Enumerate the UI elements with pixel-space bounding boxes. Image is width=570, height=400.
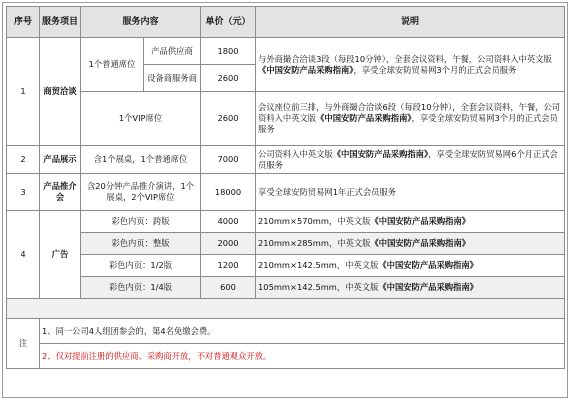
row-index: 1 (7, 38, 40, 146)
guide-title: 《中国安防产品采购指南》 (378, 282, 478, 292)
table-row (7, 92, 565, 146)
content-normal-seat: 1个普通席位 (81, 38, 144, 92)
guide-title: 《中国安防产品采购指南》 (316, 113, 412, 123)
row-index: 4 (7, 211, 40, 299)
desc-text: 与外商撮合洽谈3段（每段10分钟），全套会议资料，午餐，公司资料入中英文版 (258, 53, 552, 64)
notes-row (7, 319, 565, 344)
price-ad: 2000 (201, 233, 256, 255)
table-row (7, 146, 565, 174)
desc-text: 210mm×285mm，中英文版 (258, 238, 371, 248)
price-ad: 1200 (201, 255, 256, 277)
desc-text: ，享受全球安防贸易网3个月的正式会员服务 (258, 113, 558, 134)
desc-ad (256, 211, 565, 233)
content-display: 含1个展桌，1个普通席位 (81, 146, 201, 174)
price-supplier: 1800 (201, 38, 256, 65)
desc-text: 210mm×142.5mm，中英文版 (258, 260, 379, 270)
price-display: 7000 (201, 146, 256, 174)
header-index: 序号 (7, 7, 40, 38)
notes-label: 注 (7, 319, 40, 369)
row-item: 广告 (40, 211, 81, 299)
spacer-cell (7, 299, 565, 319)
table-row (7, 174, 565, 211)
desc-normal-seat (256, 38, 565, 92)
header-row (7, 7, 565, 38)
guide-title: 《中国安防产品采购指南》 (378, 260, 478, 270)
row-item: 产品展示 (40, 146, 81, 174)
content-supplier: 产品供应商 (144, 38, 201, 65)
content-ad: 彩色内页：1/2版 (81, 255, 201, 277)
desc-text: 105mm×142.5mm，中英文版 (258, 282, 379, 292)
desc-text: 公司资料入中英文版 (258, 148, 333, 159)
desc-text: ，享受全球安防贸易网6个月正式会员服务 (258, 148, 558, 170)
desc-ad (256, 277, 565, 299)
desc-text: ，享受全球安防贸易网3个月的正式会员服务 (353, 64, 517, 75)
notes-row (7, 344, 565, 369)
content-provider: 设备商服务商 (144, 65, 201, 92)
desc-text: 210mm×570mm，中英文版 (258, 216, 371, 226)
content-vip-seat: 1个VIP席位 (81, 92, 201, 146)
price-provider: 2600 (201, 65, 256, 92)
services-table (6, 6, 565, 369)
desc-ad (256, 255, 565, 277)
table-row (7, 277, 565, 299)
row-index: 3 (7, 174, 40, 211)
content-ad: 彩色内页：1/4版 (81, 277, 201, 299)
note-line-highlight: 2、仅对提前注册的供应商、采购商开放，不对普通观众开放。 (40, 344, 565, 369)
header-description: 说明 (256, 7, 565, 38)
note-line: 1、同一公司4人组团参会的，第4名免缴会费。 (40, 319, 565, 344)
table-row (7, 255, 565, 277)
row-item: 商贸洽谈 (40, 38, 81, 146)
desc-ad (256, 233, 565, 255)
price-vip: 2600 (201, 92, 256, 146)
content-promo: 含20分钟产品推介演讲，1个展桌，2个VIP席位 (81, 174, 201, 211)
header-content: 服务内容 (81, 7, 201, 38)
desc-text: 会议座位前三排，与外商撮合洽谈6段（每段10分钟），全套会议资料，午餐，公司资料入中英文版 (258, 102, 561, 123)
row-index: 2 (7, 146, 40, 174)
table-row (7, 38, 565, 65)
desc-display (256, 146, 565, 174)
price-ad: 600 (201, 277, 256, 299)
header-item: 服务项目 (40, 7, 81, 38)
price-ad: 4000 (201, 211, 256, 233)
guide-title: 《中国安防产品采购指南》 (370, 216, 471, 226)
table-row (7, 211, 565, 233)
spacer-row (7, 299, 565, 319)
desc-promo: 享受全球安防贸易网1年正式会员服务 (256, 174, 565, 211)
desc-vip-seat (256, 92, 565, 146)
guide-title: 《中国安防产品采购指南》 (258, 64, 354, 75)
content-ad: 彩色内页：整版 (81, 233, 201, 255)
price-promo: 18000 (201, 174, 256, 211)
guide-title: 《中国安防产品采购指南》 (370, 238, 471, 248)
guide-title: 《中国安防产品采购指南》 (332, 148, 429, 159)
services-panel (2, 2, 568, 398)
row-item: 产品推介会 (40, 174, 81, 211)
content-ad: 彩色内页：跨版 (81, 211, 201, 233)
table-row (7, 233, 565, 255)
header-price: 单价（元） (201, 7, 256, 38)
